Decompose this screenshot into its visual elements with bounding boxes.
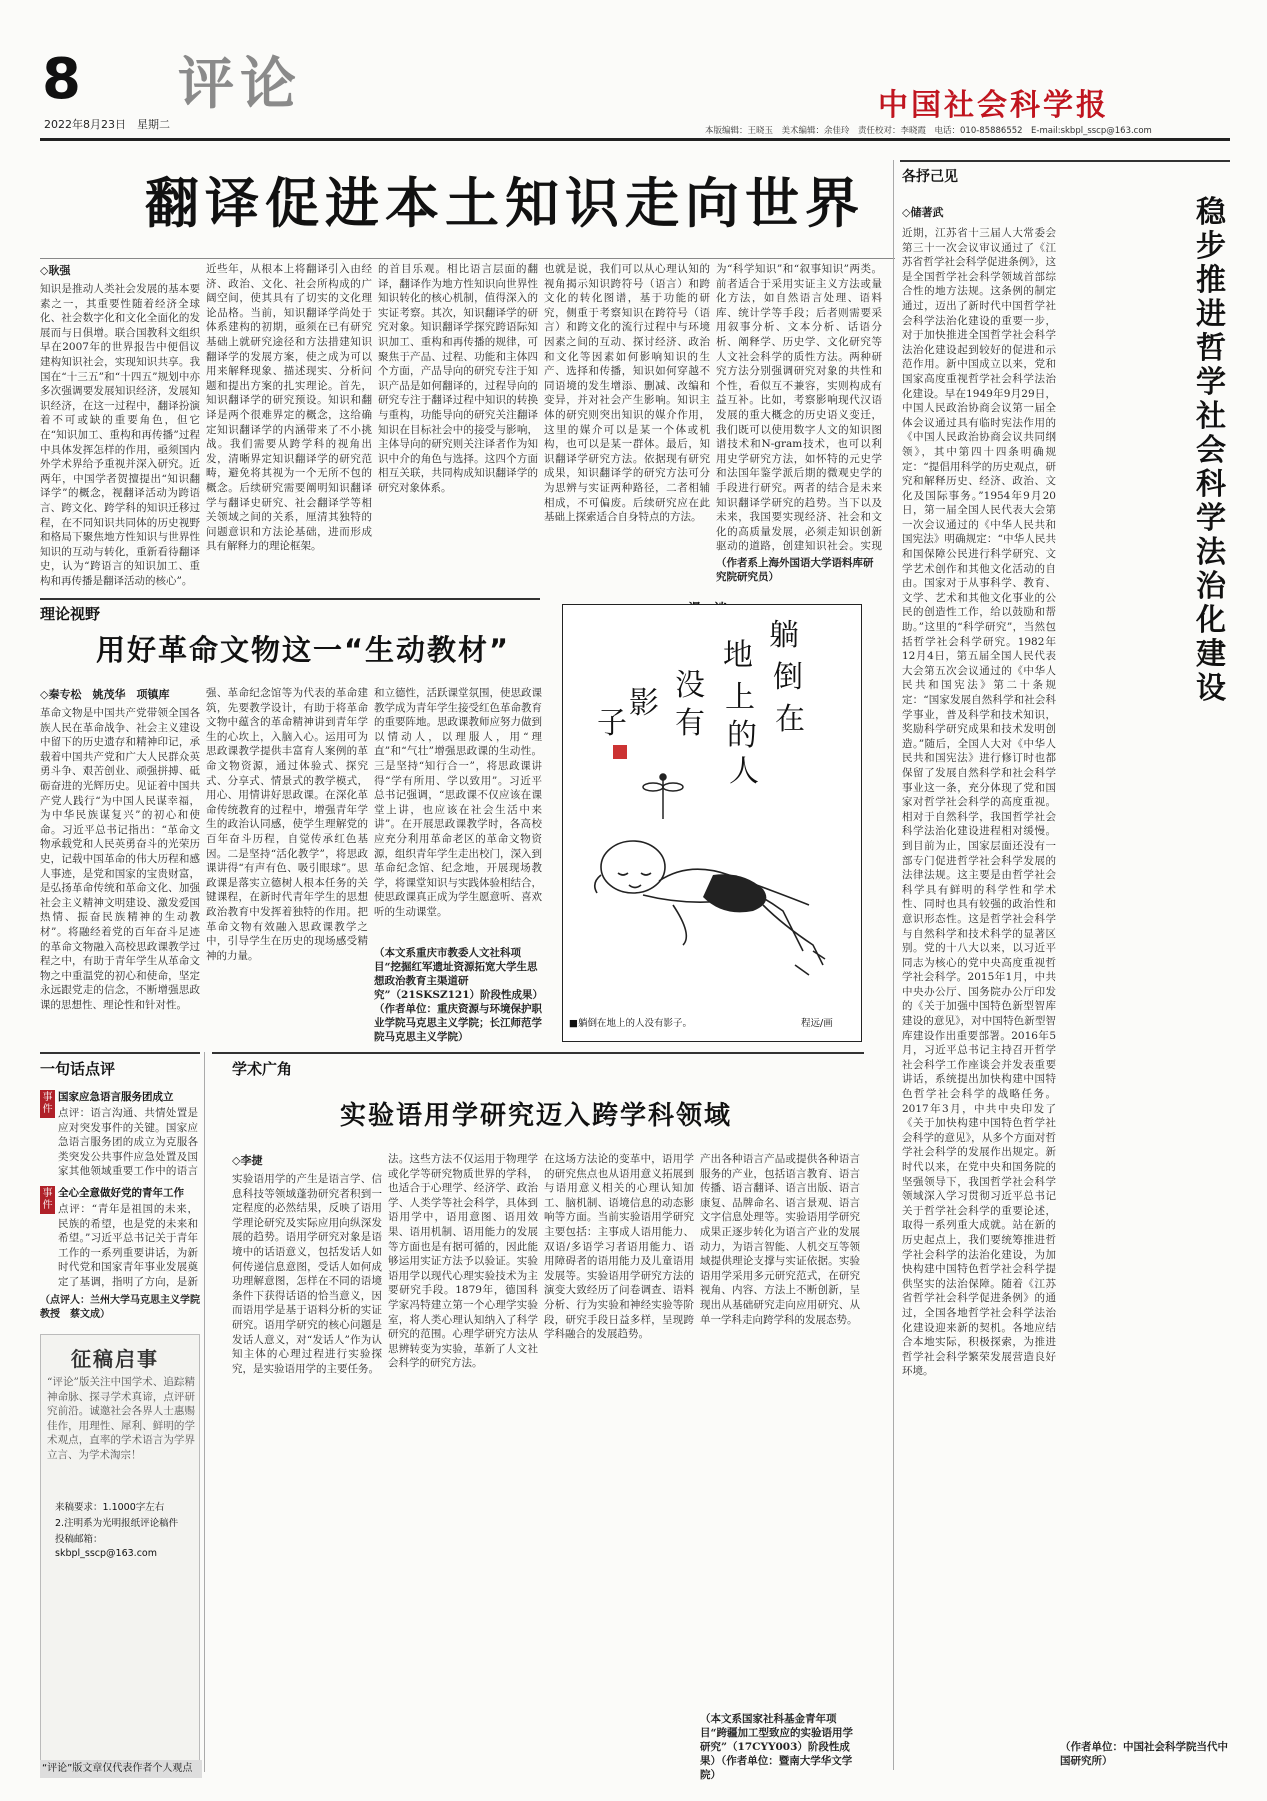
academic-tag: 学术广角 — [232, 1060, 293, 1078]
right-headline: 稳步推进哲学社会科学法治化建设 — [1196, 195, 1226, 706]
left-divider — [204, 1052, 205, 1772]
event-title-1: 国家应急语言服务团成立 — [58, 1091, 174, 1103]
linguistics-column-1: 实验语用学的产生是语言学、信息科技等领域蓬勃研究者积到一定程度的必然结果，反映了语用学理论研究及实际应用向纵深发展的趋势。语用学研究对象是语境中的话语意义，包括发话人如何传递信息意图，受话人如何成功理解意图，怎样在不同的语境条件下获得话语的恰当意义，因而语用学是基于语料分析的实证研究。语用学研究的核心问题是发话人意义，对“发话人”作为认知主体的心理过程进行实验探究，是实验语用学的主要任务。 — [232, 1173, 382, 1375]
event-badge-2: 事件 — [40, 1186, 55, 1214]
right-tag: 各抒己见 — [902, 169, 958, 185]
call-req-1: 来稿要求：1.1000字左右 — [55, 1502, 165, 1513]
linguistics-column-3: 在这场方法论的变革中，语用学的研究焦点也从语用意义拓展到与语用意义相关的心理认知加工、脑机制、语境信息的动态影响等方面。当前实验语用学研究主要包括：主事成人语用能力、双语/多语学习者语用能力、语用障碍者的语用能力及儿童语用发展等。实验语用学研究方法的演变大致经历了问卷调查、语料分析、行为实验和神经实验等阶段，研究手段日益多样，呈现跨学科融合的发展趋势。 — [544, 1153, 694, 1341]
cartoon-char-6: 的 — [727, 718, 757, 753]
cartoon-char-1: 躺 — [769, 618, 799, 653]
right-author: ◇储著武 — [902, 206, 944, 219]
lead-column-2: 近些年，从根本上将翻译引入由经济、政治、文化、社会所构成的广阔空间，使其具有了切实的文化理论品格。当前，知识翻译学尚处于体系建构的初期，亟须在已有研究基础上就研究途径和方法措建知识翻译学的发展方案，使之成为可以用来解释现象、描述现实、分析问题和提出方案的扎实理论。首先，知识翻译学的研究预设。知识和翻译是两个很难界定的概念，这给确定知识翻译学的内涵带来了不小挑战。我们需要从跨学科的视角出发，清晰界定知识翻译学的研究范畴，避免将其视为一个无所不包的概念。后续研究需要阐明知识翻译学与翻译史研究、社会翻译学等相关领域之间的关系，厘清其独特的问题意识和方法论基础，进而形成具有解释力的理论框架。 — [206, 263, 372, 553]
call-email[interactable]: 投稿邮箱：skbpl_sscp@163.com — [55, 1534, 157, 1559]
academic-rule — [212, 1052, 864, 1054]
event-comment-1: 点评：语言沟通、共情处置是应对突发事件的关键。国家应急语言服务团的成立为克服各类突发公共事件应急处置及国家其他领域重要工作中的语言 — [58, 1107, 198, 1178]
lead-column-1: 知识是推动人类社会发展的基本要素之一，其重要性随着经济全球化、社会数字化和文化全面化的发展而与日俱增。联合国教科文组织早在2007年的世界报告中便倡议建构知识社会，实现知识共享。我国在“十三五”和“十四五”规划中亦多次强调要发展知识经济，发展知识经济，在这一过程中，翻译扮演着不可或缺的重要角色，但它在“知识加工、重构和再传播”过程中具体发挥怎样的作用，亟须国内外学术界给予重视并深入研究。近两年，中国学者贺擅提出“知识翻译学”的概念，视翻译活动为跨语言、跨文化、跨学科的知识迁移过程，在不同知识共同体的历史视野和格局下聚焦地方性知识与世界性知识的互动与转化，重新看待翻译史，认为“跨语言的知识加工、重构和再传播是翻译活动的核心”。 — [40, 283, 200, 587]
right-divider — [893, 160, 894, 1770]
brief-tag: 一句话点评 — [40, 1060, 116, 1078]
editor-info: 本版编辑：王晓玉 美术编辑：余佳玲 责任校对：李晓霞 电话：010-85886552 E-mail:skbpl_sscp@163.com — [705, 126, 1152, 136]
linguistics-column-4: 产出各种语言产品或提供各种语言服务的产业，包括语言教育、语言传播、语言翻译、语言出版、语言康复、品牌命名、语言景观、语言文字信息处理等。实验语用学研究成果正逐步转化为语言产业的发展动力，为语言智能、人机交互等领域提供理论支撑与实证依据。实验语用学采用多元研究范式，在研究视角、内容、方法上不断创新，呈现出从基础研究走向应用研究、从单一学科走向跨学科的发展态势。 — [700, 1153, 860, 1326]
relics-column-2: 强、革命纪念馆等为代表的革命建筑，先要教学设计，有助于将革命文物中蕴含的革命精神讲到青年学生的心坎上，入脑入心。运用可为思政课教学提供丰富育人案例的革命文物资源，通过体验式、探究式、分享式、情景式的教学模式，用心、用情讲好思政课。在深化革命传统教育的过程中，增强青年学生的政治认同感，使学生理解党的百年奋斗历程，自觉传承红色基因。二是坚持“活化教学”，将思政课讲得“有声有色、吸引眼球”。思政课是落实立德树人根本任务的关键课程，在新时代青年学生的思想政治教育中发挥着独特的作用。把革命文物有效融入思政课教学之中，引导学生在历史的现场感受精神的力量。 — [206, 687, 368, 962]
relics-credit: （本文系重庆市教委人文社科项目“挖掘红军遗址资源拓宽大学生思想政治教育主渠道研究”（21SKSZ121）阶段性成果）（作者单位：重庆资源与环境保护职业学院马克思主义学院；长江师范学院马克思主义学院） — [374, 947, 542, 1043]
cartoon-char-4: 地 — [723, 638, 753, 673]
event-badge-1: 事件 — [40, 1090, 55, 1118]
lead-column-5: 为“科学知识”和“叙事知识”两类。前者适合于采用实证主义方法或量化方法，如自然语言处理、语料库、统计学等手段；后者则需要采用叙事分析、文本分析、话语分析、阐释学、历史学、文化研究等人文社会科学的质性方法。两种研究方法分别强调研究对象的共性和个性，看似互不兼容，实则构成有益互补。比如，考察影响现代汉语发展的重大概念的历史语义变迁，我们既可以使用数字人文的知识图谱技术和N-gram技术，也可以利用史学研究方法，如怀特的元史学和法国年鉴学派后期的微观史学的手段进行研究。两者的结合是未来知识翻译学研究的趋势。当下以及未来，我国要实现经济、社会和文化的高质量发展，必须走知识创新驱动的道路，创建知识社会。实现 — [716, 263, 882, 552]
lying-man-icon — [595, 841, 825, 975]
cartoon-drawing — [563, 605, 860, 1009]
disclaimer: “评论”版文章仅代表作者个人观点 — [40, 1760, 202, 1778]
cartoon-char-7: 人 — [729, 754, 759, 789]
relics-author: ◇秦专松 姚茂华 项镇库 — [40, 688, 170, 701]
right-rule — [900, 160, 1230, 162]
relics-column-3: 和立德性，活跃课堂氛围，使思政课教学成为青年学生接受红色革命教育的重要阵地。思政课教师应努力做到以情动人，以理服人，用“理直”和“气壮”增强思政课的生动性。三是坚持“知行合一”，将思政课讲得“学有所用、学以致用”。习近平总书记强调，“思政课不仅应该在课堂上讲，也应该在社会生活中来讲”。在开展思政课教学时，各高校应充分利用革命老区的革命文物资源，组织青年学生走出校门，深入到革命纪念馆、纪念地，开展现场教学，将课堂知识与实践体验相结合，使思政课真正成为学生愿意听、喜欢听的生动课堂。 — [374, 687, 542, 918]
lead-headline: 翻译促进本土知识走向世界 — [145, 172, 865, 235]
right-credit: （作者单位：中国社会科学院当代中国研究所） — [1060, 1741, 1228, 1767]
cartoon-char-2: 倒 — [773, 660, 803, 695]
call-title: 征稿启事 — [71, 1347, 159, 1371]
linguistics-headline: 实验语用学研究迈入跨学科领域 — [340, 1101, 733, 1131]
cartoon-artist: 程远/画 — [801, 1018, 833, 1029]
lead-column-4: 也就是说，我们可以从心理认知的视角揭示知识跨符号（语言）和跨文化的转化图谱，基于功能的研究，侧重于考察知识在跨符号（语言）和跨文化的流行过程中与环境因素之间的互动、探讨经济、政治和文化等因素如何影响知识的生产、选择和传播，知识如何穿越不同语境的发生增添、删减、改编和变异，并对社会产生影响。知识主体的研究则突出知识的媒介作用，这里的媒介可以是某一个体或机构，也可以是某一群体。最后，知识翻译学研究方法。依据现有研究成果，知识翻译学的研究方法可分为思辨与实证两种路径，二者相辅相成，不可偏废。后续研究应在此基础上探索适合自身特点的方法。 — [544, 263, 710, 524]
event-comment-2: 点评：“青年是祖国的未来，民族的希望，也是党的未来和希望。”习近平总书记关于青年工作的一系列重要讲话，为新时代党和国家青年事业发展奠定了基调，指明了方向，是新 — [58, 1203, 198, 1288]
event-credit-2: （点评人：兰州大学马克思主义学院教授 蔡文成） — [40, 1295, 200, 1320]
section-title: 评论 — [178, 51, 302, 117]
artist-seal-icon — [613, 745, 627, 759]
theory-rule — [40, 598, 540, 600]
dragonfly-icon — [643, 774, 683, 819]
header-rule — [40, 138, 1230, 141]
issue-date: 2022年8月23日 星期二 — [44, 118, 170, 131]
page-number: 8 — [42, 47, 81, 112]
call-text: “评论”版关注中国学术、追踪精神命脉、探寻学术真谛，点评研究前沿。诚邀社会各界人士惠赐佳作，用理性、犀利、鲜明的学术观点，直率的学术语言为学界立言、为学术淘宗！ — [47, 1376, 195, 1461]
call-for-papers — [40, 1334, 200, 1774]
call-req-2: 2.注明系为光明报纸评论稿件 — [55, 1518, 179, 1529]
lead-author: ◇耿强 — [40, 264, 71, 277]
masthead: 中国社会科学报 — [878, 88, 1109, 123]
lead-top-rule — [40, 258, 895, 259]
lead-column-3: 的首目乐观。相比语言层面的翻译，翻译作为地方性知识向世界性知识转化的核心机制，值得深入的实证考察。其次，知识翻译学的研究对象。知识翻译学探究跨语际知识加工、重构和再传播的规律，可聚焦于产品、过程、功能和主体四个方面，产品导向的研究专注于知识产品是如何翻译的，过程导向的研究专注于翻译过程中知识的转换与重构，功能导向的研究关注翻译知识在目标社会中的接受与影响，主体导向的研究则关注译者作为知识中介的角色与选择。这四个方面相互关联，共同构成知识翻译学的研究对象体系。 — [378, 263, 538, 494]
brief-rule — [40, 1052, 200, 1054]
cartoon-char-10: 影 — [629, 686, 659, 721]
linguistics-credit: （本文系国家社科基金青年项目“跨疆加工型致应的实验语用学研究”（17CYY003）阶段性成果）（作者单位：暨南大学华文学院） — [700, 1713, 854, 1781]
cartoon-char-11: 子 — [597, 706, 627, 741]
cartoon-caption: ■躺倒在地上的人没有影子。 — [569, 1018, 692, 1029]
cartoon-frame — [562, 604, 862, 1042]
linguistics-column-2: 法。这些方法不仅运用于物理学或化学等研究物质世界的学科，也适合于心理学、经济学、政治学、人类学等社会科学，具体到语用学中，语用意图、语用效果、语用机制、语用能力的发展等方面也是有据可循的，因此能够运用实证方法予以验证。实验语用学以现代心理实验技术为主要研究手段。1879年，德国科学家冯特建立第一个心理学实验室，将人类心理认知纳入了科学研究的范围。心理学研究方法从思辨转变为实验，革新了人文社会科学的研究方法。 — [388, 1153, 538, 1370]
theory-tag: 理论视野 — [40, 605, 101, 623]
shorts-icon — [703, 874, 766, 912]
right-body: 近期，江苏省十三届人大常委会第三十一次会议审议通过了《江苏省哲学社会科学促进条例》，这是全国哲学社会科学领域首部综合性的地方法规。这条例的制定通过，迈出了新时代中国哲学社会科学法治化建设的重要一步，对于加快推进全国哲学社会科学法治化建设起到较好的促进和示范作用。新中国成立以来，党和国家高度重视哲学社会科学法治化建设。早在1949年9月29日，中国人民政治协商会议第一届全体会议通过具有临时宪法作用的《中国人民政治协商会议共同纲领》，其中第四十四条明确规定：“提倡用科学的历史观点，研究和解释历史、经济、政治、文化及国际事务。”1954年9月20日，第一届全国人民代表大会第一次会议通过的《中华人民共和国宪法》明确规定：“中华人民共和国保障公民进行科学研究、文学艺术创作和其他文化活动的自由。国家对于从事科学、教育、文学、艺术和其他文化事业的公民的创造性工作，给以鼓励和帮助。”这里的“科学研究”，当然包括哲学社会科学研究。1982年12月4日，第五届全国人民代表大会第五次会议通过的《中华人民共和国宪法》第二十条规定：“国家发展自然科学和社会科学事业，普及科学和技术知识，奖励科学研究成果和技术发明创造。”随后，全国人大对《中华人民共和国宪法》进行修订时也都保留了发展自然科学和社会科学事业这一条，充分体现了党和国家对哲学社会科学的高度重视。相对于自然科学，我国哲学社会科学法治化建设进程相对缓慢。到目前为止，国家层面还没有一部专门促进哲学社会科学发展的法律法规。这主要是由哲学社会科学具有鲜明的科学性和学术性、同时也具有较强的政治性和意识形态性。这是哲学社会科学与自然科学和技术科学的显著区别。党的十八大以来，以习近平同志为核心的党中央高度重视哲学社会科学。2015年1月，中共中央办公厅、国务院办公厅印发的《关于加强中国特色新型智库建设的意见》，对中国特色新型智库建设作出重要部署。2016年5月，习近平总书记主持召开哲学社会科学工作座谈会并发表重要讲话，系统提出加快构建中国特色哲学社会科学的战略任务。2017年3月，中共中央印发了《关于加快构建中国特色哲学社会科学的意见》，从多个方面对哲学社会科学的发展作出规定。新时代以来，在党中央和国务院的坚强领导下，我国哲学社会科学领域深入学习贯彻习近平总书记关于哲学社会科学的重要论述，取得一系列重大成就。站在新的历史起点上，我们要统筹推进哲学社会科学的法治化建设，为加快构建中国特色哲学社会科学提供坚实的法治保障。随着《江苏省哲学社会科学促进条例》的通过，全国各地哲学社会科学法治化建设迎来新的契机。各地应结合本地实际，积极探索，为推进哲学社会科学繁荣发展营造良好环境。 — [902, 227, 1056, 1378]
cartoon-char-3: 在 — [775, 702, 805, 737]
linguistics-author: ◇李捷 — [232, 1154, 263, 1167]
relics-headline: 用好革命文物这一“生动教材” — [96, 633, 511, 667]
lead-credit: （作者系上海外国语大学语料库研究院研究员） — [716, 557, 874, 583]
cartoon-char-9: 有 — [675, 706, 705, 741]
cartoon-char-8: 没 — [675, 668, 705, 703]
event-title-2: 全心全意做好党的青年工作 — [58, 1187, 184, 1199]
relics-column-1: 革命文物是中国共产党带领全国各族人民在革命战争、社会主义建设中留下的历史遗存和精神印记，承载着中国共产党和广大人民群众英勇斗争、艰苦创业、顽强拼搏、砥砺奋进的光辉历史。见证着中国共产党人践行“为中国人民谋幸福，为中华民族谋复兴”的初心和使命。习近平总书记指出：“革命文物承载党和人民英勇奋斗的光荣历史，记载中国革命的伟大历程和感人事迹，是党和国家的宝贵财富，是弘扬革命传统和革命文化、加强社会主义精神文明建设、激发爱国热情、振奋民族精神的生动教材”。将融经着党的百年奋斗足迹的革命文物融入高校思政课教学过程之中，有助于青年学生从革命文物之中重温党的初心和使命，坚定永远跟党走的信念，不断增强思政课的思想性、理论性和针对性。 — [40, 707, 200, 1011]
cartoon-char-5: 上 — [725, 680, 755, 715]
